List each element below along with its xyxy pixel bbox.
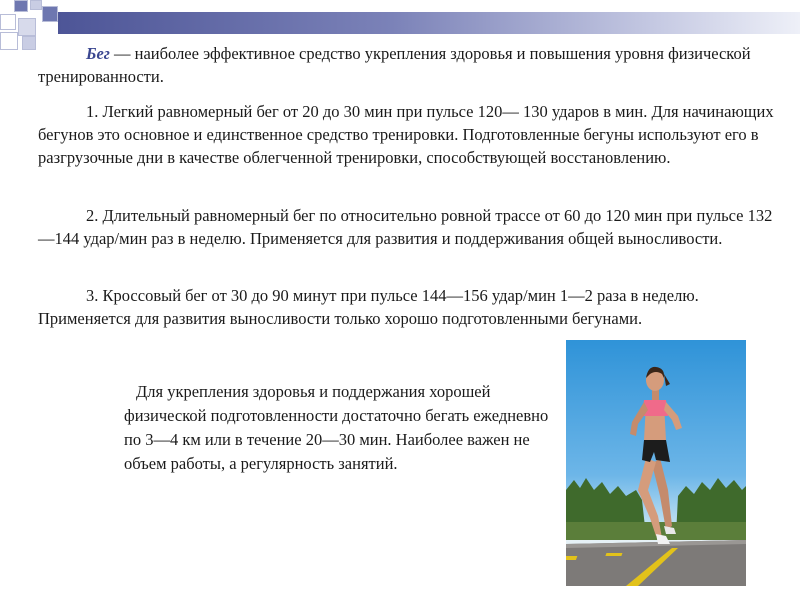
header-gradient-bar — [58, 12, 800, 34]
list-item-2 — [38, 204, 788, 250]
callout-paragraph — [124, 380, 554, 476]
intro-paragraph — [38, 42, 788, 88]
decor-square — [30, 0, 42, 10]
runner-illustration — [566, 340, 746, 586]
decor-square — [0, 32, 18, 50]
decor-square — [22, 36, 36, 50]
list-item-1 — [38, 100, 788, 169]
intro-text: — наиболее эффективное средство укрепления здоровья и повышения уровня физической тренированности. — [38, 44, 751, 86]
decor-square — [18, 18, 36, 36]
intro-lead-word: Бег — [86, 44, 110, 63]
list-item-text: 2. Длительный равномерный бег по относительно ровной трассе от 60 до 120 мин при пульсе 132—144 удар/мин раз в неделю. Применяется для развития и поддерживания общей выносливости. — [38, 206, 773, 248]
callout-text: Для укрепления здоровья и поддержания хорошей физической подготовленности достаточно бегать ежедневно по 3—4 км или в течение 20—30 мин. Наиболее важен не объем работы, а регулярность занятий. — [124, 382, 549, 473]
list-item-3 — [38, 284, 788, 330]
list-item-text: 3. Кроссовый бег от 30 до 90 минут при пульсе 144—156 удар/мин 1—2 раза в неделю. Применяется для развития выносливости только хорошо подготовленными бегунами. — [38, 286, 699, 328]
decor-square — [14, 0, 28, 12]
list-item-text: 1. Легкий равномерный бег от 20 до 30 мин при пульсе 120— 130 ударов в мин. Для начинающих бегунов это основное и единственное средство тренировки. Подготовленные бегуны используют его в разгрузочные дни в качестве облегченной тренировки, способствующей восстановлению. — [38, 102, 774, 167]
runner-photo — [566, 340, 746, 586]
decor-square — [42, 6, 58, 22]
decor-square — [0, 14, 16, 30]
